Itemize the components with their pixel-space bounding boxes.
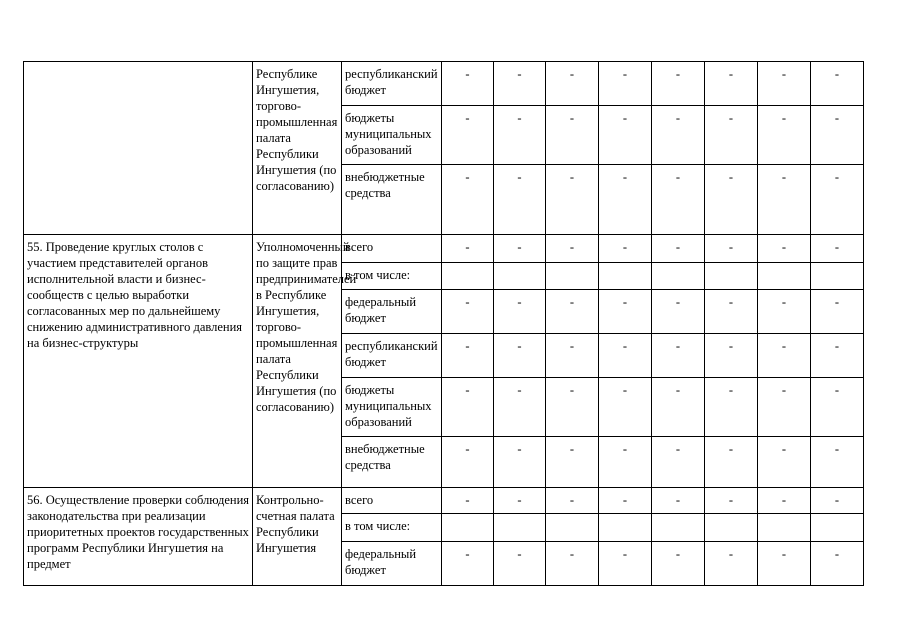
value-cell: - [494,488,546,514]
responsible-cell: Контрольно-счетная палата Республики Ингушетия [253,488,342,586]
value-cell: - [705,290,758,334]
value-cell: - [758,290,811,334]
value-cell: - [599,106,652,165]
funding-source-cell: бюджеты муниципальных образований [342,378,442,437]
value-cell: - [494,62,546,106]
value-cell: - [652,334,705,378]
value-cell: - [652,62,705,106]
value-cell [442,263,494,290]
value-cell: - [599,165,652,235]
value-cell [705,263,758,290]
value-cell: - [442,62,494,106]
table-row [24,62,864,106]
measure-cell [24,62,253,235]
funding-source-cell: внебюджетные средства [342,165,442,235]
budget-table [23,61,864,586]
value-cell: - [758,165,811,235]
value-cell: - [811,235,864,263]
value-cell: - [599,437,652,488]
value-cell: - [652,235,705,263]
value-cell [652,514,705,542]
value-cell: - [705,437,758,488]
value-cell: - [811,437,864,488]
value-cell: - [546,235,599,263]
responsible-cell: Республике Ингушетия, торгово-промышленная палата Республики Ингушетия (по согласованию) [253,62,342,235]
value-cell: - [652,542,705,586]
value-cell: - [546,437,599,488]
value-cell: - [811,378,864,437]
funding-source-cell: республиканский бюджет [342,334,442,378]
value-cell: - [705,488,758,514]
value-cell: - [811,290,864,334]
value-cell: - [494,290,546,334]
value-cell: - [442,378,494,437]
value-cell [599,514,652,542]
value-cell: - [494,235,546,263]
value-cell: - [758,235,811,263]
value-cell: - [599,542,652,586]
value-cell [546,514,599,542]
value-cell: - [758,542,811,586]
measure-cell: 56. Осуществление проверки соблюдения законодательства при реализации приоритетных проектов государственных программ Республики Ингушетия на предмет [24,488,253,586]
value-cell: - [494,437,546,488]
value-cell: - [758,488,811,514]
value-cell: - [599,235,652,263]
value-cell [546,263,599,290]
value-cell: - [494,106,546,165]
value-cell: - [652,437,705,488]
value-cell [599,263,652,290]
value-cell: - [811,106,864,165]
value-cell: - [546,488,599,514]
value-cell: - [705,106,758,165]
funding-source-cell: федеральный бюджет [342,290,442,334]
value-cell: - [546,542,599,586]
funding-source-cell: бюджеты муниципальных образований [342,106,442,165]
value-cell: - [599,488,652,514]
funding-source-cell: внебюджетные средства [342,437,442,488]
value-cell: - [758,106,811,165]
value-cell: - [705,235,758,263]
measure-cell: 55. Проведение круглых столов с участием представителей органов исполнительной власти и бизнес-сообществ с целью выработки согласованных мер по дальнейшему снижению административного давления на бизнес-структуры [24,235,253,488]
value-cell: - [442,106,494,165]
value-cell: - [546,290,599,334]
value-cell: - [494,334,546,378]
value-cell: - [546,378,599,437]
value-cell: - [705,165,758,235]
value-cell [442,514,494,542]
value-cell: - [442,488,494,514]
value-cell: - [652,165,705,235]
value-cell: - [811,334,864,378]
funding-source-cell: республиканский бюджет [342,62,442,106]
value-cell: - [758,437,811,488]
value-cell: - [599,378,652,437]
value-cell: - [652,488,705,514]
value-cell: - [811,542,864,586]
value-cell: - [494,165,546,235]
value-cell: - [442,165,494,235]
value-cell [705,514,758,542]
value-cell: - [599,290,652,334]
value-cell: - [599,334,652,378]
value-cell: - [494,542,546,586]
value-cell: - [811,62,864,106]
value-cell: - [758,62,811,106]
funding-source-cell: всего [342,488,442,514]
responsible-cell: Уполномоченный по защите прав предпринимателей в Республике Ингушетия, торгово-промышленная палата Республики Ингушетия (по согласованию) [253,235,342,488]
value-cell: - [758,334,811,378]
value-cell: - [652,106,705,165]
value-cell: - [758,378,811,437]
value-cell: - [705,378,758,437]
value-cell: - [442,235,494,263]
value-cell: - [442,334,494,378]
value-cell [811,263,864,290]
value-cell: - [546,165,599,235]
value-cell [494,514,546,542]
value-cell: - [442,542,494,586]
value-cell: - [494,378,546,437]
value-cell: - [811,488,864,514]
value-cell [652,263,705,290]
table-row [24,488,864,514]
value-cell: - [705,542,758,586]
funding-source-cell: в том числе: [342,514,442,542]
value-cell: - [705,62,758,106]
value-cell: - [546,106,599,165]
value-cell [811,514,864,542]
value-cell [758,514,811,542]
value-cell [758,263,811,290]
value-cell: - [599,62,652,106]
value-cell: - [442,437,494,488]
value-cell: - [546,334,599,378]
funding-source-cell: федеральный бюджет [342,542,442,586]
value-cell: - [442,290,494,334]
value-cell [494,263,546,290]
funding-source-cell: всего [342,235,442,263]
table-row [24,235,864,263]
value-cell: - [546,62,599,106]
value-cell: - [652,290,705,334]
funding-source-cell: в том числе: [342,263,442,290]
value-cell: - [652,378,705,437]
value-cell: - [705,334,758,378]
value-cell: - [811,165,864,235]
